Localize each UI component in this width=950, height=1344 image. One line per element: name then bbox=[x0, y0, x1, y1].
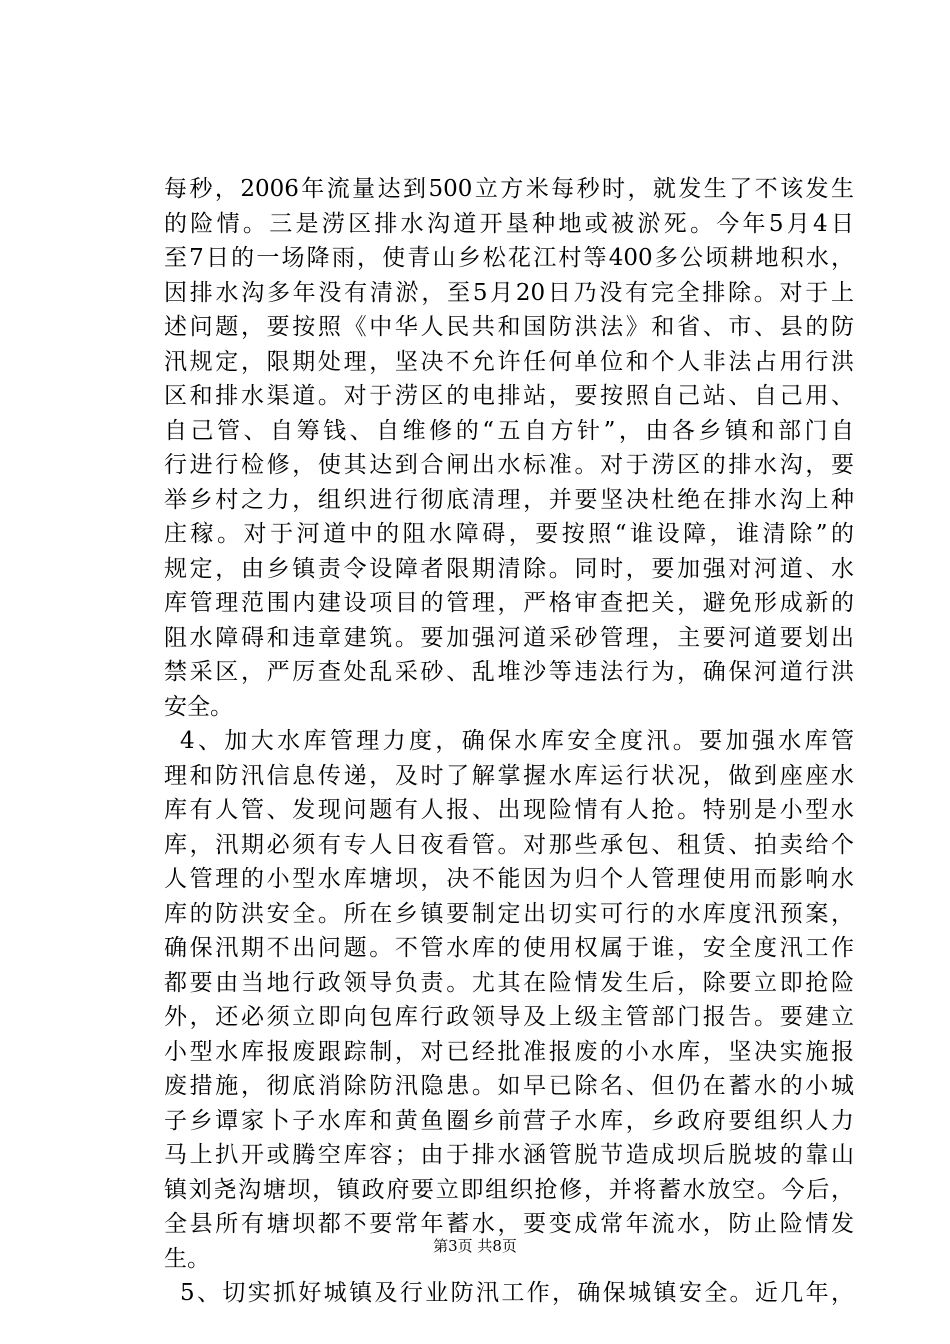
text-line: 理和防汛信息传递，及时了解掌握水库运行状况，做到座座水 bbox=[164, 762, 854, 789]
text-line: 库管理范围内建设项目的管理，严格审查把关，避免形成新的 bbox=[164, 590, 854, 616]
text-line: 汛规定，限期处理，坚决不允许任何单位和个人非法占用行洪 bbox=[164, 348, 854, 375]
text-line: 述问题，要按照《中华人民共和国防洪法》和省、市、县的防 bbox=[164, 314, 854, 340]
text-line: 庄稼。对于河道中的阻水障碍，要按照“谁设障，谁清除”的 bbox=[164, 521, 854, 547]
paragraph-start-line: 4、加大水库管理力度，确保水库安全度汛。要加强水库管 bbox=[180, 728, 854, 754]
text-line: 库有人管、发现问题有人报、出现险情有人抢。特别是小型水 bbox=[164, 797, 854, 823]
text-line: 小型水库报废跟踪制，对已经批准报废的小水库，坚决实施报 bbox=[164, 1038, 854, 1065]
text-line: 库，汛期必须有专人日夜看管。对那些承包、租赁、拍卖给个 bbox=[164, 831, 854, 858]
text-line: 每秒，2006年流量达到500立方米每秒时，就发生了不该发生 bbox=[164, 176, 854, 202]
text-line: 外，还必须立即向包库行政领导及上级主管部门报告。要建立 bbox=[164, 1004, 854, 1030]
text-line: 的险情。三是涝区排水沟道开垦种地或被淤死。今年5月4日 bbox=[164, 210, 854, 237]
text-line: 区和排水渠道。对于涝区的电排站，要按照自己站、自己用、 bbox=[164, 383, 854, 409]
text-line: 至7日的一场降雨，使青山乡松花江村等400多公顷耕地积水， bbox=[164, 245, 854, 271]
text-line: 废措施，彻底消除防汛隐患。如早已除名、但仍在蓄水的小城 bbox=[164, 1073, 854, 1099]
text-line: 人管理的小型水库塘坝，决不能因为归个人管理使用而影响水 bbox=[164, 866, 854, 892]
text-line: 禁采区，严厉查处乱采砂、乱堆沙等违法行为，确保河道行洪 bbox=[164, 659, 854, 685]
text-line: 子乡谭家卜子水库和黄鱼圈乡前营子水库，乡政府要组织人力 bbox=[164, 1107, 854, 1134]
text-line: 阻水障碍和违章建筑。要加强河道采砂管理，主要河道要划出 bbox=[164, 624, 854, 651]
text-line: 行进行检修，使其达到合闸出水标准。对于涝区的排水沟，要 bbox=[164, 452, 854, 478]
text-line: 规定，由乡镇责令设障者限期清除。同时，要加强对河道、水 bbox=[164, 555, 854, 582]
text-line: 全县所有塘坝都不要常年蓄水，要变成常年流水，防止险情发 bbox=[164, 1211, 854, 1237]
text-line: 安全。 bbox=[164, 693, 233, 720]
text-line: 举乡村之力，组织进行彻底清理，并要坚决杜绝在排水沟上种 bbox=[164, 486, 854, 513]
paragraph-start-line: 5、切实抓好城镇及行业防汛工作，确保城镇安全。近几年， bbox=[180, 1280, 854, 1306]
text-line: 库的防洪安全。所在乡镇要制定出切实可行的水库度汛预案， bbox=[164, 900, 854, 927]
text-line: 镇刘尧沟塘坝，镇政府要立即组织抢修，并将蓄水放空。今后， bbox=[164, 1176, 854, 1203]
page-number-footer: 第3页 共8页 bbox=[433, 1237, 517, 1255]
text-line: 自己管、自筹钱、自维修的“五自方针”，由各乡镇和部门自 bbox=[164, 417, 854, 444]
text-line: 确保汛期不出问题。不管水库的使用权属于谁，安全度汛工作 bbox=[164, 935, 854, 961]
body-text bbox=[164, 172, 854, 1311]
text-line: 都要由当地行政领导负责。尤其在险情发生后，除要立即抢险 bbox=[164, 969, 854, 996]
text-line: 因排水沟多年没有清淤，至5月20日乃没有完全排除。对于上 bbox=[164, 279, 854, 306]
text-line: 马上扒开或腾空库容；由于排水涵管脱节造成坝后脱坡的靠山 bbox=[164, 1142, 854, 1168]
text-line: 生。 bbox=[164, 1245, 210, 1272]
